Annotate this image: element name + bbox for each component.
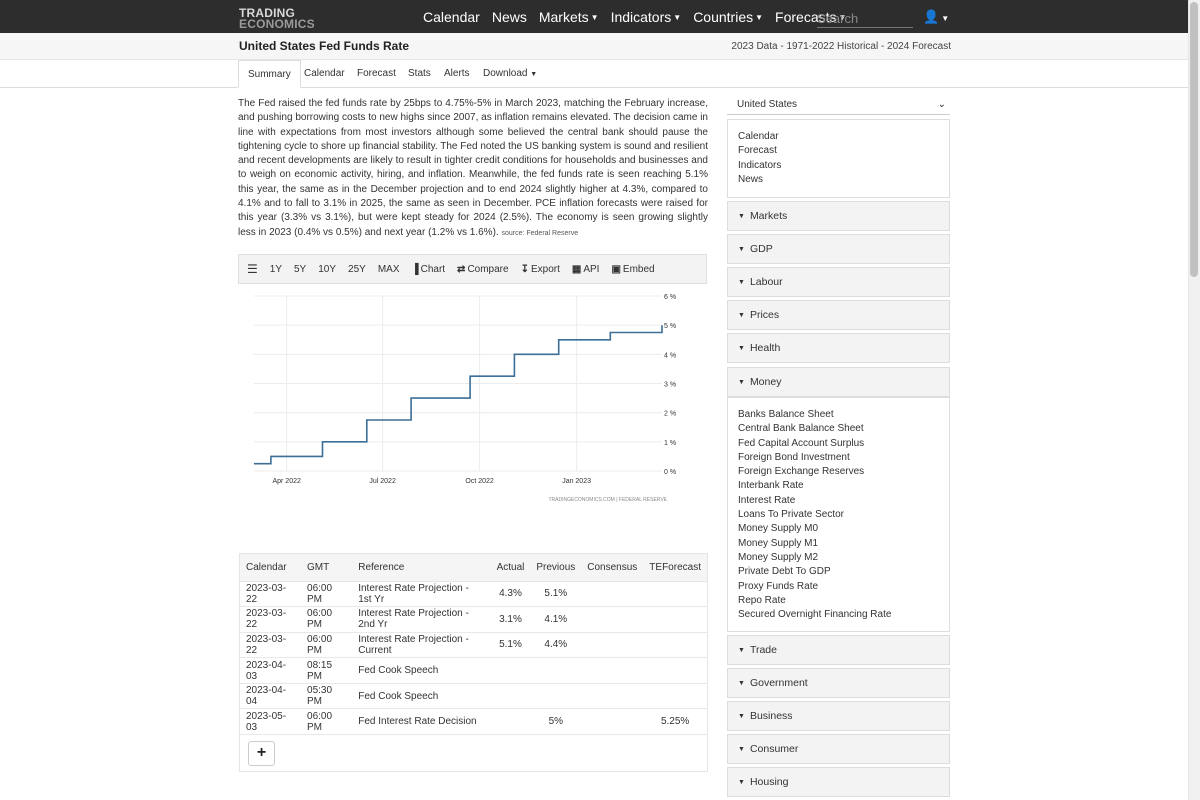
quick-link-news[interactable]: News (738, 173, 764, 185)
table-row[interactable] (240, 581, 707, 607)
quick-links-box (727, 119, 950, 198)
chart-type-label: Chart (420, 263, 446, 275)
chart-watermark: TRADINGECONOMICS.COM | FEDERAL RESERVE (548, 497, 667, 503)
table-cell: 5.25% (643, 709, 707, 735)
tab-bar (0, 60, 1200, 88)
y-tick-label: 3 % (664, 381, 677, 389)
column-header[interactable]: Calendar (240, 554, 301, 581)
range-25y-button[interactable]: 25Y (348, 263, 366, 275)
embed-button[interactable] (611, 264, 654, 275)
nav-countries[interactable] (693, 9, 763, 25)
table-cell: 2023-05-03 (240, 709, 301, 735)
export-label: Export (530, 263, 560, 275)
caret-down-icon: ▼ (738, 246, 745, 253)
download-icon: ↧ (520, 263, 529, 275)
column-header[interactable]: Consensus (581, 554, 643, 581)
section-health[interactable] (727, 333, 950, 363)
table-cell: 08:15 PM (301, 658, 352, 684)
column-header[interactable]: GMT (301, 554, 352, 581)
money-link[interactable]: Loans To Private Sector (738, 509, 844, 521)
money-link[interactable]: Interest Rate (738, 494, 796, 506)
nav-label: Countries (693, 8, 754, 25)
user-icon: 👤 (923, 9, 940, 24)
table-row[interactable] (240, 683, 707, 709)
section-housing[interactable] (727, 767, 950, 797)
column-header[interactable]: Reference (352, 554, 490, 581)
x-tick-label: Jul 2022 (369, 478, 396, 485)
y-tick-label: 1 % (664, 439, 677, 447)
data-range-info: 2023 Data - 1971-2022 Historical - 2024 Forecast (731, 41, 951, 52)
tab-alerts[interactable]: Alerts (444, 68, 470, 79)
range-1y-button[interactable]: 1Y (269, 263, 282, 275)
title-bar (0, 33, 1200, 60)
section-trade[interactable] (727, 635, 950, 665)
api-button[interactable] (572, 264, 600, 275)
logo-line2: ECONOMICS (239, 17, 315, 31)
section-label: Business (749, 710, 793, 722)
caret-down-icon: ▼ (738, 647, 745, 654)
section-label: Health (749, 342, 781, 354)
image-icon: ▣ (611, 263, 621, 275)
caret-down-icon: ▼ (590, 12, 599, 22)
section-label: Housing (749, 776, 789, 788)
section-labour[interactable] (727, 267, 950, 297)
caret-down-icon: ▼ (738, 379, 745, 386)
caret-down-icon: ▼ (673, 12, 682, 22)
range-max-button[interactable]: MAX (377, 263, 400, 275)
table-cell: 4.1% (530, 607, 581, 633)
table-cell: 06:00 PM (301, 632, 352, 658)
export-button[interactable] (521, 264, 560, 275)
column-header[interactable]: TEForecast (643, 554, 707, 581)
table-cell (581, 607, 643, 633)
tab-summary[interactable]: Summary (238, 60, 301, 88)
money-link[interactable]: Interbank Rate (738, 480, 804, 492)
y-tick-label: 4 % (664, 352, 677, 360)
tab-calendar[interactable]: Calendar (304, 68, 345, 79)
section-prices[interactable] (727, 300, 950, 330)
nav-label: News (491, 8, 527, 25)
nav-label: Forecasts (775, 8, 837, 25)
logo-line1: TRADING (239, 6, 296, 20)
table-row[interactable] (240, 658, 707, 684)
nav-label: Markets (538, 8, 589, 25)
table-cell (491, 709, 531, 735)
section-markets[interactable] (727, 201, 950, 231)
section-government[interactable] (727, 668, 950, 698)
money-link[interactable]: Proxy Funds Rate (738, 580, 819, 592)
table-cell: 06:00 PM (301, 709, 352, 735)
table-cell: Fed Interest Rate Decision (352, 709, 490, 735)
money-link[interactable]: Private Debt To GDP (738, 566, 831, 578)
table-cell: Fed Cook Speech (352, 658, 490, 684)
money-link[interactable]: Money Supply M1 (738, 537, 819, 549)
table-cell: 2023-03-22 (240, 632, 301, 658)
money-link[interactable]: Foreign Exchange Reserves (738, 466, 865, 478)
tab-forecast[interactable]: Forecast (357, 68, 396, 79)
caret-down-icon: ▼ (738, 779, 745, 786)
table-cell (491, 683, 531, 709)
table-cell: 2023-04-03 (240, 658, 301, 684)
source-link[interactable]: source: Federal Reserve (501, 229, 579, 237)
add-more-button[interactable]: + (248, 741, 275, 766)
y-tick-label: 2 % (664, 410, 677, 418)
nav-indicators[interactable] (611, 9, 682, 25)
y-tick-label: 6 % (664, 294, 677, 301)
fed-funds-chart[interactable] (238, 285, 708, 510)
column-header[interactable]: Previous (530, 554, 581, 581)
tab-download[interactable] (483, 60, 537, 88)
table-cell: 2023-04-04 (240, 683, 301, 709)
chart-toolbar (238, 254, 707, 284)
section-gdp[interactable] (727, 234, 950, 264)
x-tick-label: Oct 2022 (465, 478, 494, 485)
section-label: GDP (749, 243, 773, 255)
table-cell (581, 683, 643, 709)
y-tick-label: 0 % (664, 469, 677, 476)
money-link[interactable]: Fed Capital Account Surplus (738, 437, 865, 449)
chevron-down-icon: ▼ (941, 14, 950, 23)
nav-markets[interactable] (539, 9, 599, 25)
caret-down-icon: ▼ (738, 213, 745, 220)
section-money[interactable] (727, 367, 950, 397)
table-cell: 5.1% (530, 581, 581, 607)
table-cell: 4.3% (491, 581, 531, 607)
site-logo[interactable] (239, 8, 315, 29)
top-navbar (0, 0, 1200, 33)
table-row[interactable] (240, 709, 707, 735)
section-label: Consumer (749, 743, 799, 755)
y-tick-label: 5 % (664, 323, 677, 331)
table-cell (581, 581, 643, 607)
table-cell: 3.1% (491, 607, 531, 633)
section-label: Labour (749, 276, 783, 288)
page-title: United States Fed Funds Rate (239, 39, 410, 53)
table-cell (581, 632, 643, 658)
table-cell (643, 683, 707, 709)
table-cell (530, 683, 581, 709)
table-cell (581, 658, 643, 684)
caret-down-icon: ▼ (838, 12, 847, 22)
grid-icon: ▦ (571, 263, 582, 275)
menu-icon[interactable]: ☰ (247, 262, 258, 276)
table-cell (643, 607, 707, 633)
caret-down-icon: ▼ (738, 713, 745, 720)
main-nav (423, 0, 858, 33)
caret-down-icon: ▼ (738, 345, 745, 352)
caret-down-icon: ▼ (738, 680, 745, 687)
table-cell: 5.1% (491, 632, 531, 658)
money-link[interactable]: Foreign Bond Investment (738, 451, 850, 463)
table-footer (240, 735, 707, 771)
nav-label: Indicators (610, 8, 672, 25)
scrollbar-thumb[interactable] (1190, 2, 1198, 277)
nav-calendar[interactable] (423, 9, 480, 25)
compare-label: Compare (467, 263, 509, 275)
table-cell (643, 581, 707, 607)
tab-stats[interactable]: Stats (408, 68, 431, 79)
caret-down-icon: ▼ (755, 12, 764, 22)
bar-chart-icon: ▐ (411, 263, 419, 275)
section-label: Trade (749, 644, 777, 656)
search-input[interactable] (817, 9, 913, 28)
quick-link-calendar[interactable]: Calendar (738, 131, 779, 142)
user-menu[interactable] (923, 9, 949, 25)
series-line (254, 325, 662, 464)
table-cell (581, 709, 643, 735)
table-cell (643, 632, 707, 658)
table-cell: Interest Rate Projection - 2nd Yr (352, 607, 490, 633)
compare-button[interactable] (457, 264, 509, 275)
table-cell: 05:30 PM (301, 683, 352, 709)
embed-label: Embed (622, 263, 655, 275)
caret-down-icon: ▼ (738, 279, 745, 286)
table-cell (491, 658, 531, 684)
money-link[interactable]: Central Bank Balance Sheet (738, 423, 864, 435)
x-tick-label: Jan 2023 (562, 478, 592, 485)
table-cell: Fed Cook Speech (352, 683, 490, 709)
table-cell (530, 658, 581, 684)
range-5y-button[interactable]: 5Y (294, 263, 307, 275)
quick-link-indicators[interactable]: Indicators (738, 159, 782, 171)
range-10y-button[interactable]: 10Y (318, 263, 337, 275)
calendar-table (239, 553, 708, 772)
table-cell (643, 658, 707, 684)
money-link[interactable]: Money Supply M2 (738, 551, 819, 563)
table-cell: Interest Rate Projection - Current (352, 632, 490, 658)
money-link[interactable]: Secured Overnight Financing Rate (738, 609, 892, 621)
quick-link-forecast[interactable]: Forecast (738, 145, 777, 157)
table-cell: 2023-03-22 (240, 607, 301, 633)
nav-news[interactable] (492, 9, 527, 25)
chart-type-button[interactable] (412, 264, 446, 275)
table-cell: 2023-03-22 (240, 581, 301, 607)
section-label: Markets (749, 210, 788, 222)
table-row[interactable] (240, 607, 707, 633)
section-consumer[interactable] (727, 734, 950, 764)
section-label: Money (749, 376, 782, 388)
money-link[interactable]: Money Supply M0 (738, 523, 819, 535)
chevron-down-icon: ⌄ (937, 99, 946, 110)
money-links-box (727, 397, 950, 632)
chevron-down-icon: ▼ (530, 71, 538, 78)
country-select[interactable] (727, 95, 950, 115)
nav-label: Calendar (423, 8, 480, 25)
table-header-row (240, 554, 707, 581)
tab-download-label: Download (483, 68, 528, 79)
section-label: Government (749, 677, 808, 689)
section-label: Prices (749, 309, 780, 321)
section-business[interactable] (727, 701, 950, 731)
column-header[interactable]: Actual (491, 554, 531, 581)
money-link[interactable]: Banks Balance Sheet (738, 409, 834, 420)
api-label: API (583, 263, 600, 275)
caret-down-icon: ▼ (738, 746, 745, 753)
table-cell: 4.4% (530, 632, 581, 658)
table-cell: 06:00 PM (301, 581, 352, 607)
table-cell: 5% (530, 709, 581, 735)
x-tick-label: Apr 2022 (272, 478, 301, 485)
summary-text (238, 97, 708, 241)
money-link[interactable]: Repo Rate (738, 594, 786, 606)
caret-down-icon: ▼ (738, 312, 745, 319)
table-row[interactable] (240, 632, 707, 658)
table-cell: Interest Rate Projection - 1st Yr (352, 581, 490, 607)
shuffle-icon: ⇄ (457, 263, 466, 275)
country-select-value: United States (737, 99, 798, 110)
table-cell: 06:00 PM (301, 607, 352, 633)
summary-paragraph: The Fed raised the fed funds rate by 25bps to 4.75%-5% in March 2023, matching the February increase, and pushing borrowing costs to new highs since 2007, as inflation remains elevated. The decision came in line with expectations from most investors although some believed the central bank should pause the tightening cycle to shore up financial stability. The Fed noted the US banking system is sound and resilient and recent developments are likely to result in tighter credit conditions for households and businesses and to weigh on economic activity, hiring, and inflation. Meanwhile, the fed funds rate is seen reaching 5.1% this year, the same as in the December projection and to end 2024 slightly higher at 4.3%, compared to 4.1% and to fall to 3.1% in 2025, the same as seen in December. PCE inflation forecasts were raised for this year (3.3% vs 3.1%), but were kept steady for 2024 (2.5%). The economy is seen growing slightly less in 2023 (0.4% vs 0.5%) and next year (1.2% vs 1.6%). (238, 98, 708, 238)
chart-svg (238, 285, 708, 510)
